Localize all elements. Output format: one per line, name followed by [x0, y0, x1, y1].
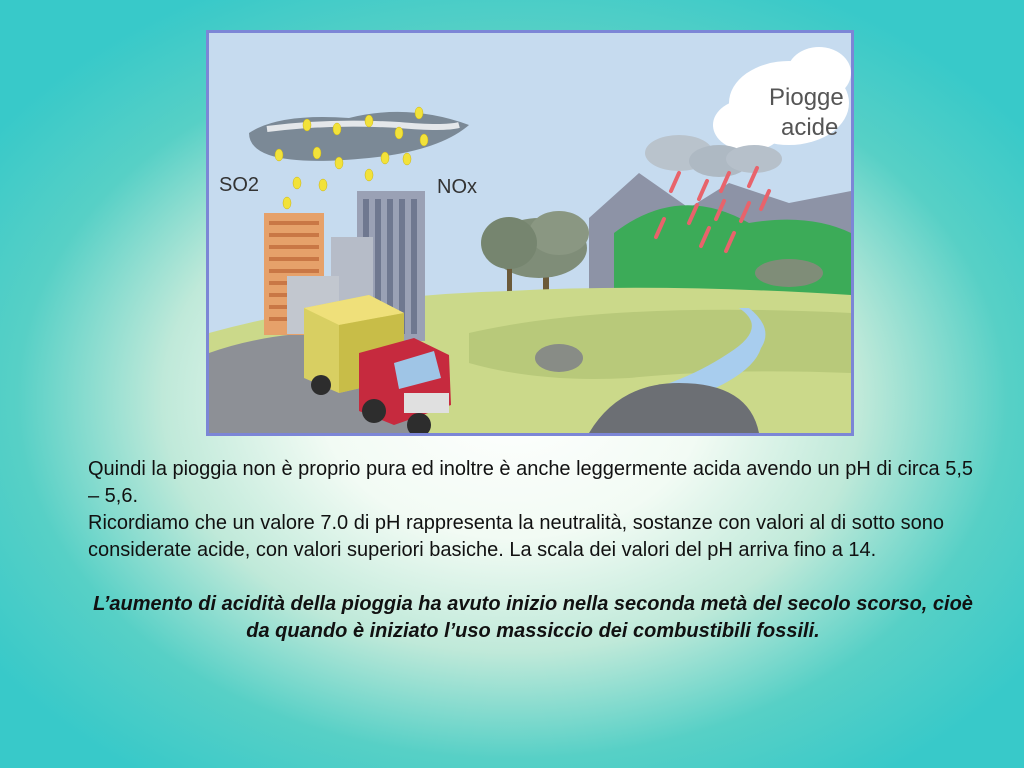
rock: [535, 344, 583, 372]
explanation-text: [88, 456, 988, 645]
acid-rain-illustration: [206, 30, 854, 436]
paragraph-ph-scale: Ricordiamo che un valore 7.0 di pH rappresenta la neutralità, sostanze con valori al di sotto sono considerate acide, con valori superiori basiche. La scala dei valori del pH arriva fino a 14.: [88, 512, 945, 561]
acid-rain-scene: [209, 33, 851, 433]
cloud-label-line1: Piogge: [769, 84, 844, 111]
cloud-label-line2: acide: [781, 114, 839, 141]
so2-label: SO2: [219, 174, 260, 196]
paragraph-acidity-history: L’aumento di acidità della pioggia ha avuto inizio nella seconda metà del secolo scorso, cioè da quando è iniziato l’uso massiccio dei combustibili fossili.: [93, 593, 973, 642]
paragraph-ph-rain: Quindi la pioggia non è proprio pura ed inoltre è anche leggermente acida avendo un pH di circa 5,5 – 5,6.: [88, 458, 974, 507]
nox-label: NOx: [437, 176, 477, 198]
